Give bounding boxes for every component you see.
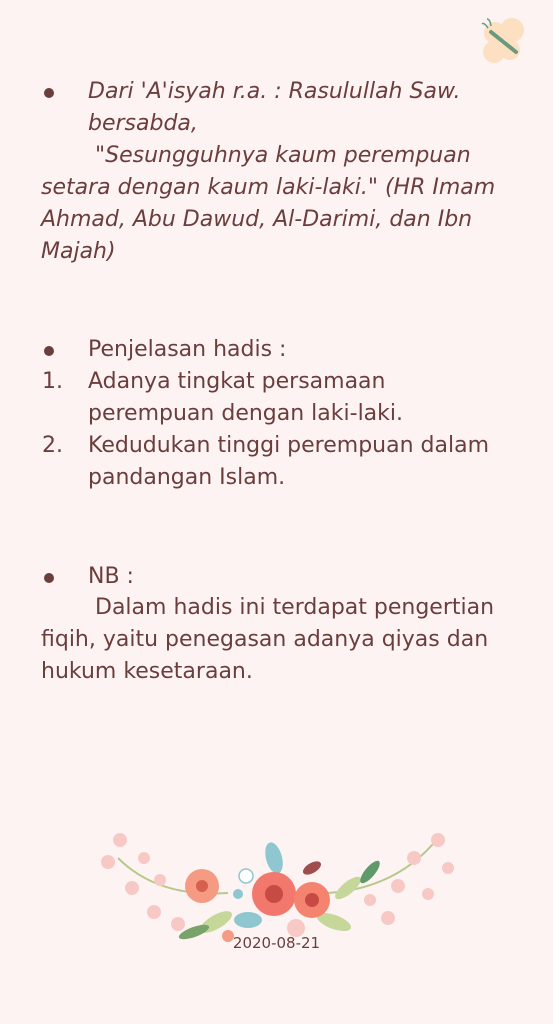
note-date: 2020-08-21 xyxy=(232,934,321,952)
explanation-item-line: perempuan dengan laki-laki. xyxy=(88,401,404,426)
bullet-icon xyxy=(44,346,54,356)
explanation-heading: Penjelasan hadis : xyxy=(88,337,287,362)
note-heading: NB : xyxy=(88,564,134,589)
hadith-intro-line1: Dari 'A'isyah r.a. : Rasulullah Saw. xyxy=(88,79,461,104)
butterfly-icon xyxy=(478,16,532,70)
hadith-quote: "Sesungguhnya kaum perempuan setara dengan kaum laki-laki." (HR Imam Ahmad, Abu Dawud, Al-Darimi, dan Ibn Majah) xyxy=(41,143,496,264)
list-number: 2. xyxy=(42,433,63,458)
note-text: Dalam hadis ini terdapat pengertian fiqih, yaitu penegasan adanya qiyas dan hukum kesetaraan. xyxy=(41,595,495,684)
hadith-intro-line2: bersabda, xyxy=(88,111,198,136)
list-number: 1. xyxy=(42,369,63,394)
explanation-item-line: Adanya tingkat persamaan xyxy=(88,369,386,394)
explanation-item-line: Kedudukan tinggi perempuan dalam xyxy=(88,433,489,458)
explanation-item-line: pandangan Islam. xyxy=(88,465,286,490)
bullet-icon xyxy=(44,88,54,98)
bullet-icon xyxy=(44,573,54,583)
